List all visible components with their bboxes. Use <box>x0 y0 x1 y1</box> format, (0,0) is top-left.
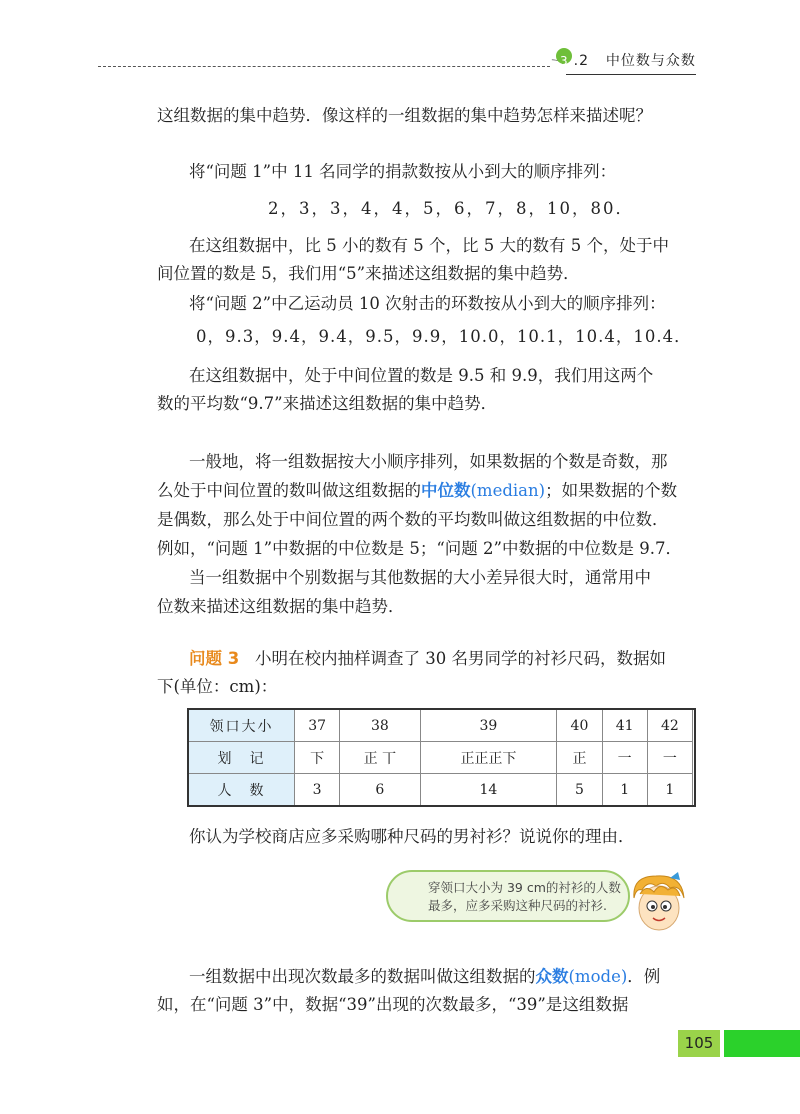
table-cell: 正正正下 <box>420 742 557 774</box>
term-mode-en: (mode) <box>568 967 628 986</box>
question-3 <box>189 647 666 670</box>
row-label: 划 记 <box>189 742 295 774</box>
table-cell: 40 <box>557 710 602 742</box>
table-row <box>189 742 693 774</box>
table-cell: 一 <box>602 742 647 774</box>
table-cell: 3 <box>295 774 340 806</box>
table-cell: 1 <box>647 774 692 806</box>
paragraph: 在这组数据中，比 5 小的数有 5 个，比 5 大的数有 5 个，处于中 <box>189 236 669 255</box>
table-row <box>189 710 693 742</box>
text: ；如果数据的个数 <box>545 481 678 500</box>
paragraph: 如，在“问题 3”中，数据“39”出现的次数最多，“39”是这组数据 <box>157 995 629 1014</box>
paragraph: 例如，“问题 1”中数据的中位数是 5；“问题 2”中数据的中位数是 9.7． <box>157 539 682 558</box>
section-number: 3 <box>560 54 569 68</box>
text: 么处于中间位置的数叫做这组数据的 <box>157 481 421 500</box>
table-cell: 42 <box>647 710 692 742</box>
paragraph: 这组数据的集中趋势．像这样的一组数据的集中趋势怎样来描述呢？ <box>157 106 652 125</box>
row-label: 人 数 <box>189 774 295 806</box>
row-label: 领口大小 <box>189 710 295 742</box>
header-underline <box>566 74 696 75</box>
text: 一组数据中出现次数最多的数据叫做这组数据的 <box>189 967 536 986</box>
table-cell: 1 <box>602 774 647 806</box>
paragraph: 一般地，将一组数据按大小顺序排列，如果数据的个数是奇数，那 <box>189 452 668 471</box>
data-list: 0，9.3，9.4，9.4，9.5，9.9，10.0，10.1，10.4，10.4． <box>196 327 692 346</box>
paragraph: 你认为学校商店应多采购哪种尺码的男衬衫？说说你的理由． <box>189 827 635 846</box>
table-cell: 正 丅 <box>340 742 420 774</box>
paragraph: 位数来描述这组数据的集中趋势． <box>157 597 405 616</box>
paragraph: 当一组数据中个别数据与其他数据的大小差异很大时，通常用中 <box>189 568 651 587</box>
paragraph-median-definition <box>157 479 677 502</box>
table-cell: 39 <box>420 710 557 742</box>
paragraph: 在这组数据中，处于中间位置的数是 9.5 和 9.9，我们用这两个 <box>189 366 654 385</box>
header-rule <box>98 66 550 67</box>
speech-bubble <box>386 870 630 922</box>
table-cell: 14 <box>420 774 557 806</box>
shirt-size-table <box>188 709 693 806</box>
text: ．例 <box>627 967 661 986</box>
table-cell: 正 <box>557 742 602 774</box>
chapter-title: 中位数与众数 <box>605 53 696 69</box>
table-cell: 5 <box>557 774 602 806</box>
table-cell: 下 <box>295 742 340 774</box>
section-title <box>560 50 696 70</box>
table-row <box>189 774 693 806</box>
table-cell: 37 <box>295 710 340 742</box>
page-number-bar <box>724 1030 800 1057</box>
term-median-en: (median) <box>470 481 546 500</box>
text: 小明在校内抽样调查了 30 名男同学的衬衫尺码，数据如 <box>254 649 666 668</box>
data-list: 2，3，3，4，4，5，6，7，8，10，80． <box>268 199 634 218</box>
paragraph: 将“问题 1”中 11 名同学的捐款数按从小到大的顺序排列： <box>189 162 617 181</box>
section-subnumber: .2 <box>573 53 589 69</box>
paragraph: 数的平均数“9.7”来描述这组数据的集中趋势． <box>157 394 498 413</box>
paragraph: 是偶数，那么处于中间位置的两个数的平均数叫做这组数据的中位数． <box>157 510 669 529</box>
paragraph-mode-definition <box>189 965 660 988</box>
page-number: 105 <box>678 1030 720 1057</box>
table-cell: 6 <box>340 774 420 806</box>
table-cell: 38 <box>340 710 420 742</box>
paragraph: 间位置的数是 5，我们用“5”来描述这组数据的集中趋势． <box>157 264 580 283</box>
bubble-line: 穿领口大小为 39 cm的衬衫的人数 <box>428 880 621 895</box>
table-cell: 一 <box>647 742 692 774</box>
paragraph: 将“问题 2”中乙运动员 10 次射击的环数按从小到大的顺序排列： <box>189 294 666 313</box>
table-cell: 41 <box>602 710 647 742</box>
term-mode: 众数 <box>535 967 569 986</box>
cartoon-student-icon <box>626 870 690 940</box>
term-median: 中位数 <box>421 481 471 500</box>
question-label: 问题 3 <box>189 649 240 668</box>
bubble-line: 最多，应多采购这种尺码的衬衫. <box>428 898 607 913</box>
paragraph: 下(单位：cm)： <box>157 677 278 696</box>
